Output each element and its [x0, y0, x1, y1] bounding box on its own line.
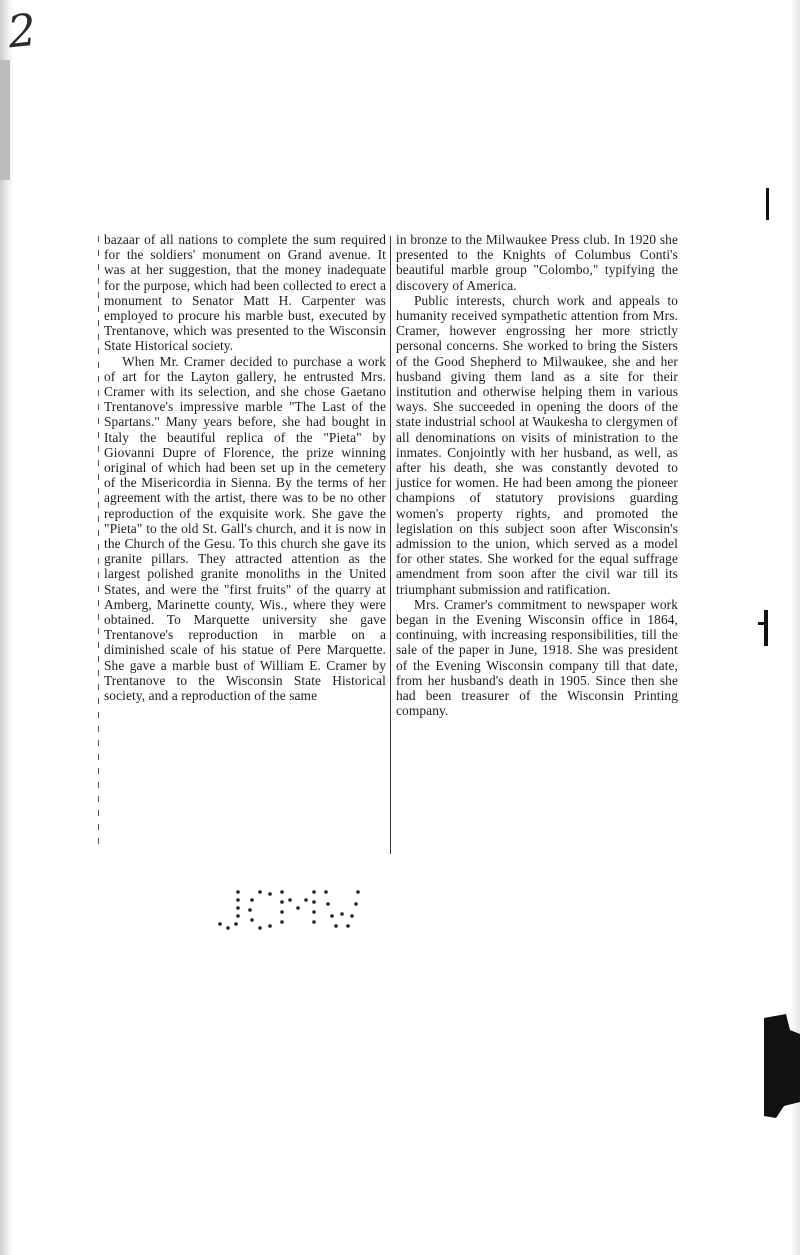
perforated-stamp-jcmw [214, 888, 364, 938]
article-right-column [396, 232, 678, 719]
right-paragraph-3: Mrs. Cramer's commitment to newspaper work began in the Evening Wisconsin office in 1864, continuing, with increasing responsibilities, till the sale of the paper in June, 1918. She was president of the Evening Wisconsin company till that date, from her husband's death in 1905. Since then she had been treasurer of the Wisconsin Printing company. [396, 596, 678, 719]
left-paragraph-2: When Mr. Cramer decided to purchase a work of art for the Layton gallery, he entrusted Mrs. Cramer with its selection, and she chose Gaetano Trentanove's impressive marble "The Last of the Spartans." Many years before, she had bought in Italy the beautiful replica of the "Pieta" by Giovanni Dupre of Florence, the prize winning original of which had been set up in the cemetery of the Misericordia in Sienna. By the terms of her agreement with the artist, there was to be no other reproduction of the exquisite work. She gave the "Pieta" to the old St. Gall's church, and it is now in the Church of the Gesu. To this church she gave its granite pillars. They attracted attention as the largest polished granite monoliths in the United States, and were the "first fruits" of the quarry at Amberg, Marinette county, Wis., where they were obtained. To Marquette university she gave Trentanove's reproduction in marble on a diminished scale of his statue of Pere Marquette. She gave a marble bust of William E. Cramer by Trentanove to the Wisconsin State Historical society, and a reproduction of the same [104, 353, 386, 704]
scan-left-edge-shadow [0, 60, 10, 180]
column-divider [390, 236, 391, 854]
article-left-column [104, 232, 386, 703]
margin-mark-top [766, 188, 769, 220]
scan-left-edge [0, 0, 14, 1255]
right-paragraph-1: in bronze to the Milwaukee Press club. In 1920 she presented to the Knights of Columbus Conti's beautiful marble group "Colombo," typifying the discovery of America. [396, 232, 678, 293]
margin-mark-middle-tick [758, 622, 768, 625]
clipped-paper-tab [764, 1010, 800, 1120]
left-column-rule [98, 236, 99, 846]
handwritten-page-number: 2 [5, 4, 39, 59]
margin-mark-middle [764, 610, 768, 646]
left-paragraph-1: bazaar of all nations to complete the sum required for the soldiers' monument on Grand avenue. It was at her suggestion, that the money inadequate for the purpose, which had been collected to erect a monument to Senator Matt H. Carpenter was employed to procure his marble bust, executed by Trentanove, which was presented to the Wisconsin State Historical society. [104, 232, 386, 354]
right-paragraph-2: Public interests, church work and appeals to humanity received sympathetic attention from Mrs. Cramer, however engrossing her more strictly personal concerns. She worked to bring the Sisters of the Good Shepherd to Milwaukee, she and her husband giving them land as a site for their institution and otherwise helping them in various ways. She succeeded in opening the doors of the state industrial school at Waukesha to clergymen of all denominations on visits of ministration to the inmates. Conjointly with her husband, as well, as after his death, she was constantly devoted to justice for women. He had been among the pioneer champions of statutory provisions guarding women's property rights, and promoted the legislation on this subject soon after Wisconsin's admission to the union, which served as a model for other states. She worked for the equal suffrage amendment from soon after the civil war till its triumphant submission and ratification. [396, 292, 678, 597]
